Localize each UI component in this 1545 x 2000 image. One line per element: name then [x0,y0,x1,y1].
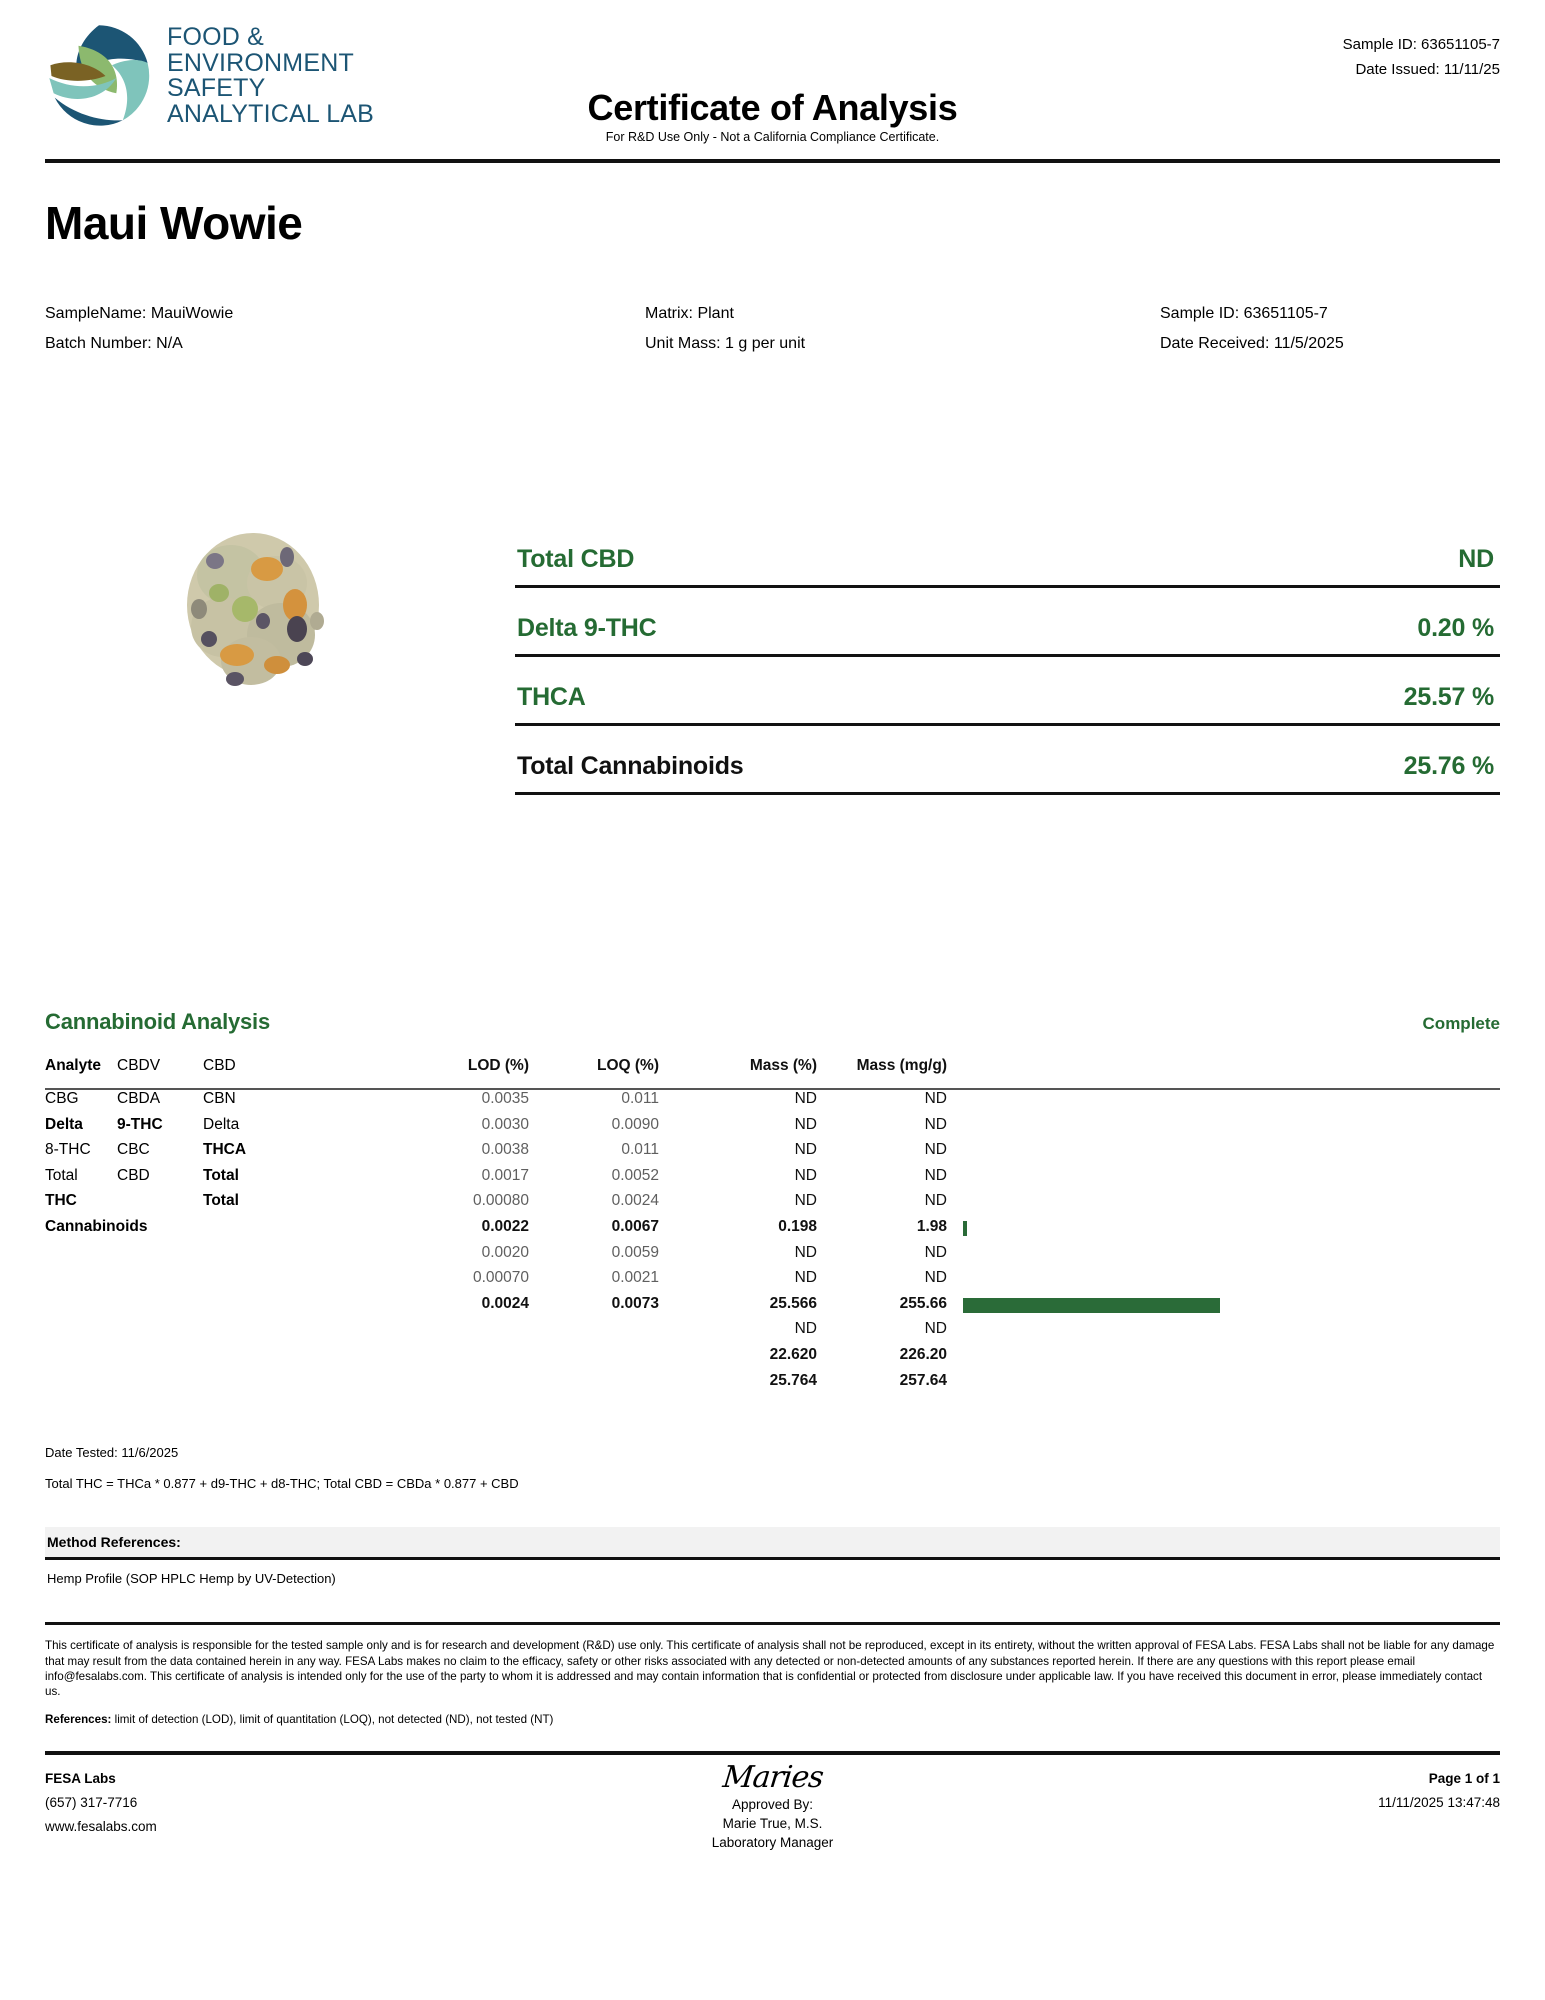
info-unit-mass: Unit Mass: 1 g per unit [645,335,806,352]
header-meta [1343,32,1500,82]
col-mass-mgg: Mass (mg/g) [856,1057,947,1074]
cell-mass-mgg: ND [924,1243,947,1261]
analyte-token-3: CBN [203,1090,236,1107]
summary-label: THCA [517,683,586,711]
cannabinoid-section-header [45,1009,1500,1035]
table-row [45,1167,1500,1193]
analyte-token-3: Total [203,1192,239,1210]
cell-mass-mgg: ND [924,1090,947,1107]
cell-loq: 0.0024 [611,1192,659,1210]
cell-mass-mgg: ND [924,1320,947,1338]
calculation-formula: Total THC = THCa * 0.877 + d9-THC + d8-THC; Total CBD = CBDa * 0.877 + CBD [45,1476,519,1492]
signature-image: Maries [720,1760,825,1796]
cell-mass-mgg: ND [924,1115,947,1133]
analyte-token-2: CBC [117,1141,150,1159]
cell-lod: 0.0017 [481,1166,529,1184]
disclaimer-text: This certificate of analysis is responsible for the tested sample only and is for research and development (R&D) use only. This certificate of analysis shall not be reproduced, except in its entirety, without the written approval of FESA Labs. FESA Labs shall not be liable for any damage that may result from the data contained herein in any way. FESA Labs makes no claim to the efficacy, safety or other risks associated with any detected or non-detected amounts of any substances reported herein. If there are any questions with this report please email info@fesalabs.com. This certificate of analysis is intended only for the use of the party to whom it is addressed and may contain information that is confidential or protected from disclosure under applicable law. If you have received this document in error, please immediately contact us. [45,1639,1495,1699]
cell-lod: 0.00070 [472,1269,529,1287]
cell-mass-mgg: ND [924,1166,947,1184]
cell-mass-mgg: 257.64 [899,1371,947,1389]
info-batch-number: Batch Number: N/A [45,335,183,352]
table-header-row [45,1057,1500,1090]
col-analyte-extra-1: CBDV [117,1057,161,1074]
cell-mass-pct: ND [794,1320,817,1338]
page-subtitle: For R&D Use Only - Not a California Compliance Certificate. [605,130,940,144]
cell-mass-pct: 22.620 [769,1345,817,1363]
footer-timestamp: 11/11/2025 13:47:48 [1378,1795,1500,1811]
cell-loq: 0.0090 [611,1115,659,1133]
analyte-token-1: Delta [45,1115,83,1133]
cell-mass-pct: ND [794,1243,817,1261]
references-label: References: [45,1712,112,1726]
analyte-token-1: CBG [45,1090,79,1107]
analyte-token-1: THC [45,1192,77,1210]
cell-mass-pct: ND [794,1090,817,1107]
sample-info-col-2 [645,299,1160,359]
cannabinoid-analysis-table [45,1057,1500,1397]
cell-mass-pct: ND [794,1166,817,1184]
cell-mass-pct: 0.198 [778,1217,817,1235]
page-header [45,0,1500,155]
footer-phone: (657) 317-7716 [45,1795,138,1811]
cell-mass-mgg: 1.98 [916,1217,947,1235]
info-sample-name: SampleName: MauiWowie [45,305,234,322]
cell-loq: 0.0059 [611,1243,659,1261]
summary-row [515,657,1500,726]
analyte-token-2: CBDA [117,1090,161,1107]
col-mass-pct: Mass (%) [749,1057,817,1074]
coa-title-block [45,88,1500,145]
header-sample-id: Sample ID: 63651105-7 [1342,36,1500,53]
cell-lod: 0.0030 [481,1115,529,1133]
summary-section [45,404,1500,949]
cell-lod: 0.0038 [481,1141,529,1159]
references-text: limit of detection (LOD), limit of quantitation (LOQ), not detected (ND), not tested (NT) [114,1712,554,1726]
section-title: Cannabinoid Analysis [45,1009,271,1034]
analysis-notes [45,1437,1500,1499]
cell-mass-mgg: ND [924,1141,947,1159]
summary-label: Delta 9-THC [517,614,657,642]
info-sample-id: Sample ID: 63651105-7 [1160,305,1328,322]
cell-mass-mgg: 255.66 [899,1294,947,1312]
cell-mass-mgg: 226.20 [899,1345,947,1363]
analyte-token-1: Cannabinoids [45,1217,148,1235]
summary-value: ND [1458,545,1494,573]
method-references-heading: Method References: [45,1527,1500,1560]
table-row [45,1090,1500,1116]
cell-lod: 0.00080 [472,1192,529,1210]
table-row [45,1320,1500,1346]
footer-website[interactable]: www.fesalabs.com [45,1819,157,1835]
cell-mass-pct: ND [794,1192,817,1210]
cell-lod: 0.0024 [481,1294,529,1312]
sample-name-heading: Maui Wowie [45,197,303,249]
footer-approval [45,1761,1500,1852]
approved-by-label: Approved By: [731,1797,814,1813]
table-row [45,1372,1500,1398]
cell-loq: 0.0052 [611,1166,659,1184]
table-row [45,1218,1500,1244]
col-analyte: Analyte [45,1057,101,1074]
logo-line-3: SAFETY [167,74,266,102]
summary-results-table [515,519,1500,795]
cell-loq: 0.0067 [611,1217,659,1235]
sample-info-col-3 [1160,299,1500,359]
col-lod: LOD (%) [467,1057,529,1074]
summary-value: 25.57 % [1403,683,1494,711]
page-title: Certificate of Analysis [587,87,958,128]
summary-row [515,519,1500,588]
analyte-token-3: Delta [203,1115,240,1133]
summary-row [515,588,1500,657]
analyte-token-3: THCA [203,1141,247,1159]
approver-title: Laboratory Manager [711,1835,834,1851]
cell-mass-mgg: ND [924,1192,947,1210]
cell-loq: 0.0021 [611,1269,659,1287]
cell-mass-mgg: ND [924,1269,947,1287]
cell-lod: 0.0035 [481,1090,529,1107]
table-row [45,1141,1500,1167]
table-body [45,1090,1500,1397]
footer-lab-name: FESA Labs [45,1771,116,1787]
table-row [45,1346,1500,1372]
cell-mass-pct: ND [794,1115,817,1133]
analyte-token-2: CBD [117,1166,150,1184]
analyte-token-1: Total [45,1166,78,1184]
cell-mass-pct: 25.764 [769,1371,817,1389]
references-line [45,1712,1500,1727]
page-number: Page 1 of 1 [1428,1771,1500,1787]
table-row [45,1269,1500,1295]
summary-value: 25.76 % [1403,752,1494,780]
analyte-token-2: 9-THC [117,1115,163,1133]
sample-info-col-1 [45,299,645,359]
sample-photo [145,509,375,694]
info-date-received: Date Received: 11/5/2025 [1160,335,1344,352]
header-divider [45,159,1500,163]
cell-loq: 0.011 [621,1141,659,1159]
method-references-body: Hemp Profile (SOP HPLC Hemp by UV-Detection) [47,1571,336,1587]
analyte-token-1: 8-THC [45,1141,91,1159]
cell-mass-pct: ND [794,1141,817,1159]
date-tested: Date Tested: 11/6/2025 [45,1445,179,1461]
disclaimer-divider [45,1622,1500,1625]
table-row [45,1244,1500,1270]
logo-line-1: FOOD & [167,23,265,51]
analyte-token-3: Total [203,1166,239,1184]
logo-line-4: ANALYTICAL LAB [167,99,375,128]
page-footer [45,1751,1500,1877]
summary-label: Total Cannabinoids [517,752,744,780]
cell-loq: 0.0073 [611,1294,659,1312]
cell-mass-pct: ND [794,1269,817,1287]
col-loq: LOQ (%) [597,1057,659,1074]
approver-name: Marie True, M.S. [722,1816,823,1832]
sample-info-grid [45,299,1500,359]
cell-mass-pct: 25.566 [769,1294,817,1312]
summary-value: 0.20 % [1417,614,1494,642]
logo-line-2: ENVIRONMENT [167,48,354,77]
table-row [45,1295,1500,1321]
table-row [45,1192,1500,1218]
col-analyte-extra-2: CBD [203,1057,236,1074]
header-date-issued: Date Issued: 11/11/25 [1355,61,1500,78]
summary-row [515,726,1500,795]
cell-lod: 0.0022 [481,1217,529,1235]
cell-loq: 0.011 [621,1090,659,1107]
status-badge: Complete [1422,1014,1500,1033]
cell-lod: 0.0020 [481,1243,529,1261]
info-matrix: Matrix: Plant [645,305,734,322]
summary-label: Total CBD [517,545,635,573]
footer-page-info [1378,1767,1500,1815]
table-row [45,1116,1500,1142]
